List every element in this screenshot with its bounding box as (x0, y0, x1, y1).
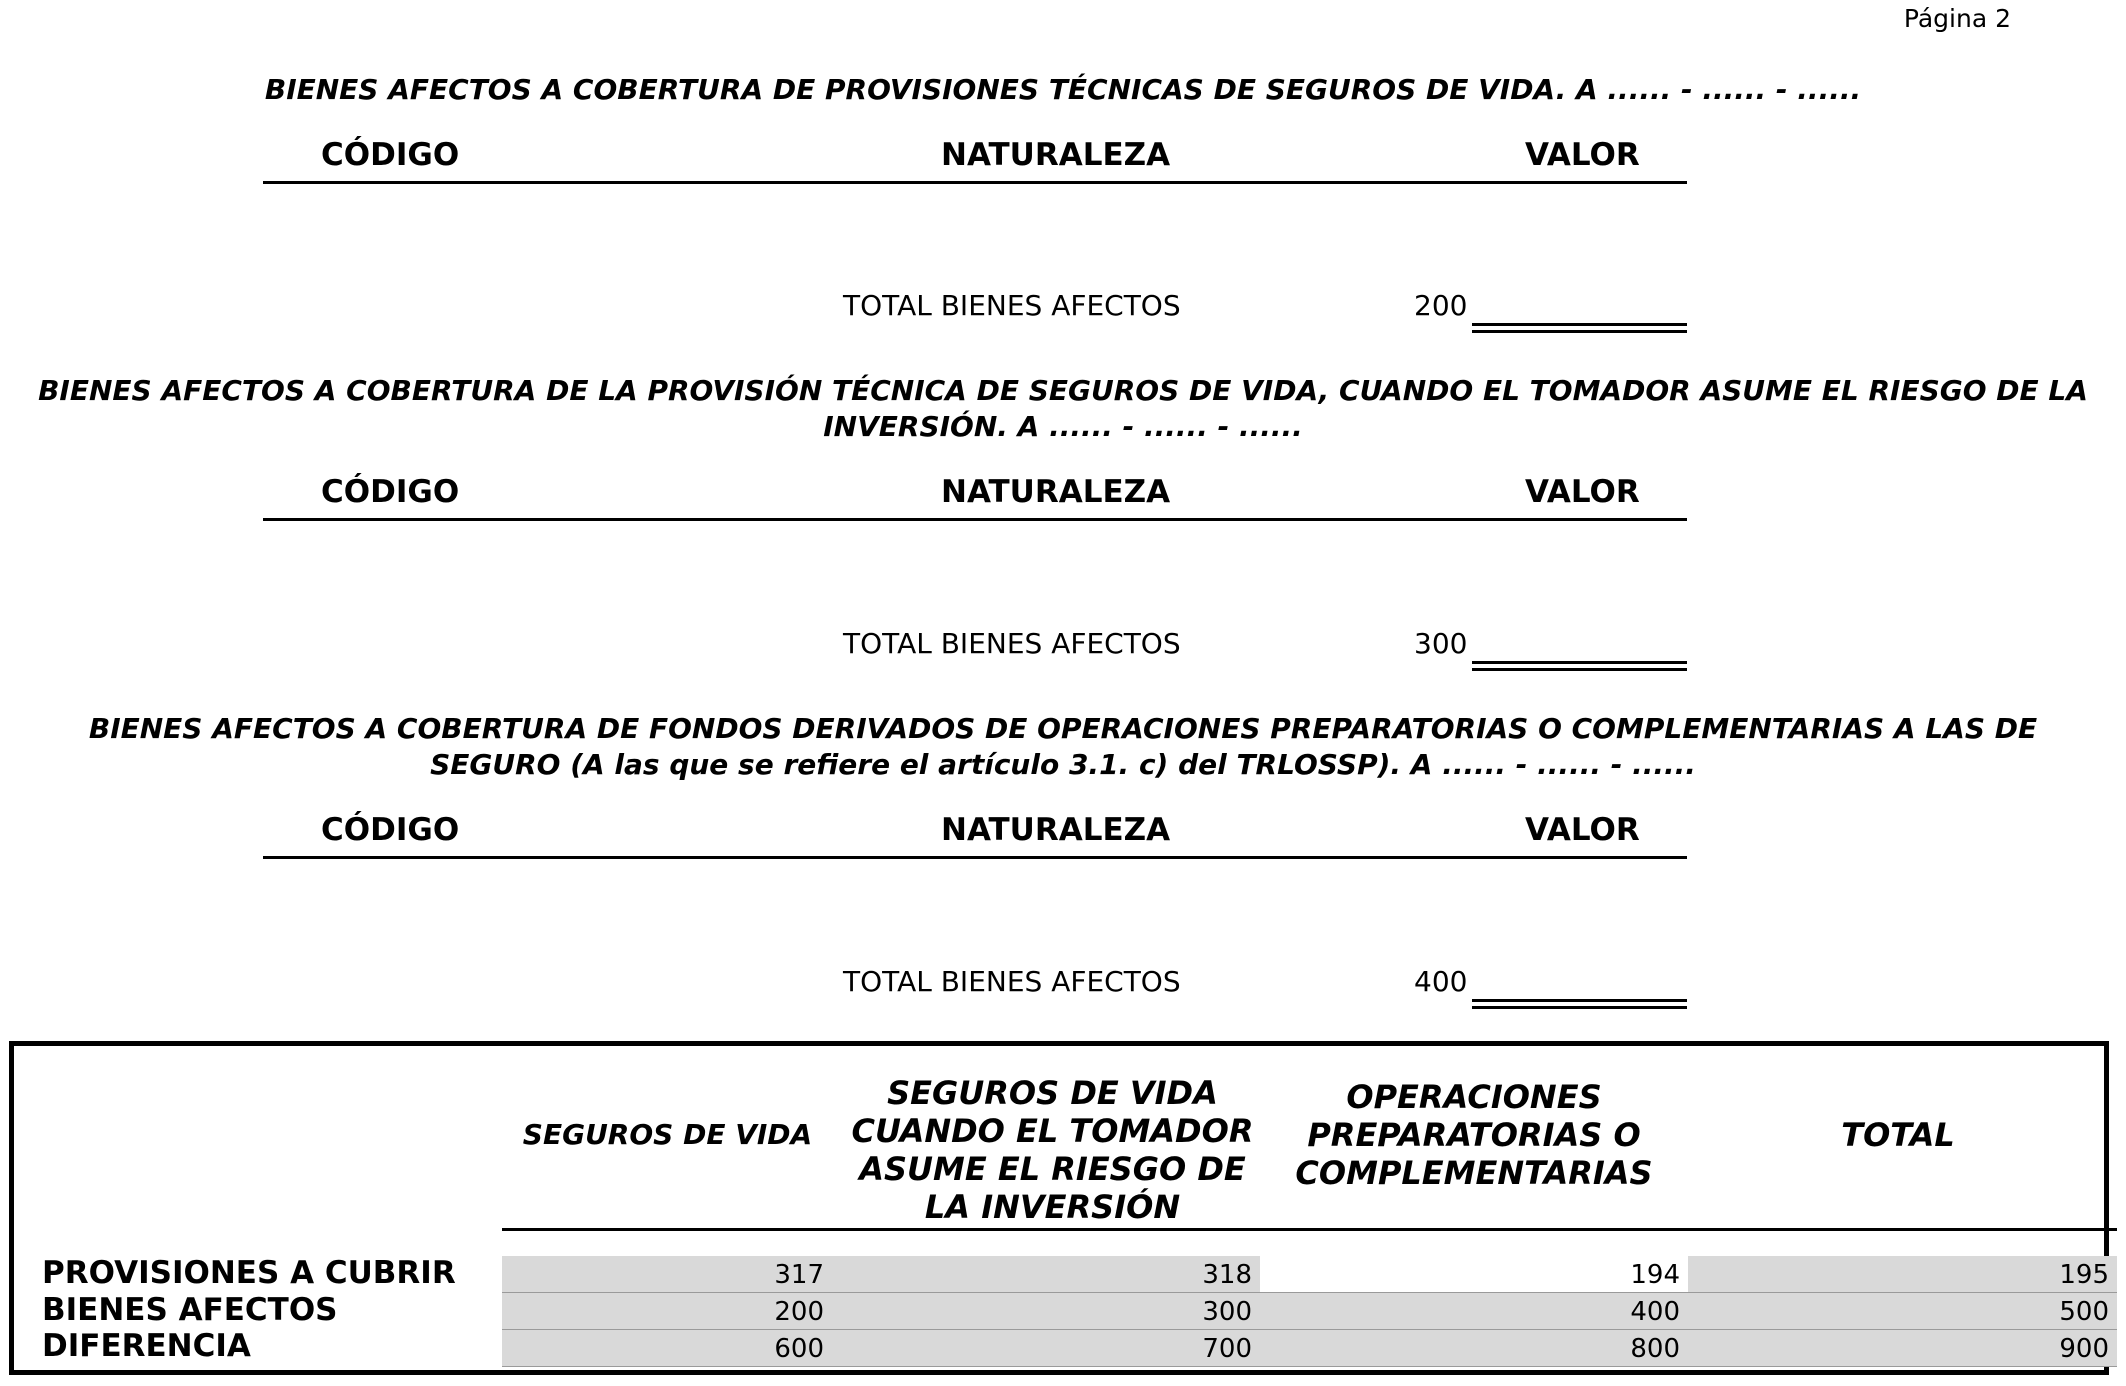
summary-header-seguros-vida: SEGUROS DE VIDA (522, 1118, 813, 1151)
column-valor: VALOR (1525, 137, 1640, 173)
summary-cell: 300 (832, 1293, 1260, 1329)
section-3-title: BIENES AFECTOS A COBERTURA DE FONDOS DERIVADOS DE OPERACIONES PREPARATORIAS O COMPLEMENTARIAS A LAS DE SEGURO (A las que se refiere el artículo 3.1. c) del TRLOSSP). A ...... - ...... - ...... (88, 712, 2038, 781)
column-codigo: CÓDIGO (321, 812, 460, 848)
section-2-total-double-underline (1472, 661, 1687, 671)
section-1-total-double-underline (1472, 323, 1687, 333)
section-3-total-code: 400 (1414, 965, 1468, 998)
summary-row-label-provisiones: PROVISIONES A CUBRIR (42, 1255, 456, 1291)
summary-row-label-bienes: BIENES AFECTOS (42, 1292, 338, 1328)
section-2-header-row (263, 468, 1687, 521)
column-valor: VALOR (1525, 474, 1640, 510)
summary-header-operaciones: OPERACIONES PREPARATORIAS O COMPLEMENTARIAS (1295, 1078, 1653, 1192)
column-naturaleza: NATURALEZA (941, 137, 1171, 173)
summary-cell: 200 (502, 1293, 832, 1329)
section-3-total-double-underline (1472, 999, 1687, 1009)
summary-cell: 317 (502, 1256, 832, 1292)
summary-cell: 195 (1688, 1256, 2117, 1292)
column-naturaleza: NATURALEZA (941, 812, 1171, 848)
summary-cell: 500 (1688, 1293, 2117, 1329)
column-codigo: CÓDIGO (321, 137, 460, 173)
summary-grid-top-rule (502, 1228, 2117, 1231)
section-2-total-label: TOTAL BIENES AFECTOS (843, 627, 1181, 660)
section-1-total-label: TOTAL BIENES AFECTOS (843, 289, 1181, 322)
section-3-header-row (263, 806, 1687, 859)
summary-cell: 194 (1630, 1260, 1680, 1290)
summary-row-divider (502, 1366, 2117, 1367)
section-1-title: BIENES AFECTOS A COBERTURA DE PROVISIONES TÉCNICAS DE SEGUROS DE VIDA. A ...... - ...... - ...... (264, 73, 1862, 106)
summary-header-total: TOTAL (1841, 1116, 1955, 1154)
section-1-total-code: 200 (1414, 289, 1468, 322)
summary-cell: 700 (832, 1330, 1260, 1366)
column-valor: VALOR (1525, 812, 1640, 848)
summary-cell: 400 (1260, 1293, 1688, 1329)
column-naturaleza: NATURALEZA (941, 474, 1171, 510)
section-2-title: BIENES AFECTOS A COBERTURA DE LA PROVISIÓN TÉCNICA DE SEGUROS DE VIDA, CUANDO EL TOMADOR ASUME EL RIESGO DE LA INVERSIÓN. A ...... - ...... - ...... (38, 374, 2088, 443)
section-2-total-code: 300 (1414, 627, 1468, 660)
section-1-header-row (263, 131, 1687, 184)
summary-row-label-diferencia: DIFERENCIA (42, 1328, 251, 1364)
summary-cell: 318 (832, 1256, 1260, 1292)
summary-cell: 600 (502, 1330, 832, 1366)
page-number: Página 2 (1903, 4, 2011, 33)
summary-header-tomador-riesgo: SEGUROS DE VIDA CUANDO EL TOMADOR ASUME EL RIESGO DE LA INVERSIÓN (851, 1074, 1254, 1226)
summary-cell: 800 (1260, 1330, 1688, 1366)
summary-cell: 900 (1688, 1330, 2117, 1366)
section-3-total-label: TOTAL BIENES AFECTOS (843, 965, 1181, 998)
column-codigo: CÓDIGO (321, 474, 460, 510)
